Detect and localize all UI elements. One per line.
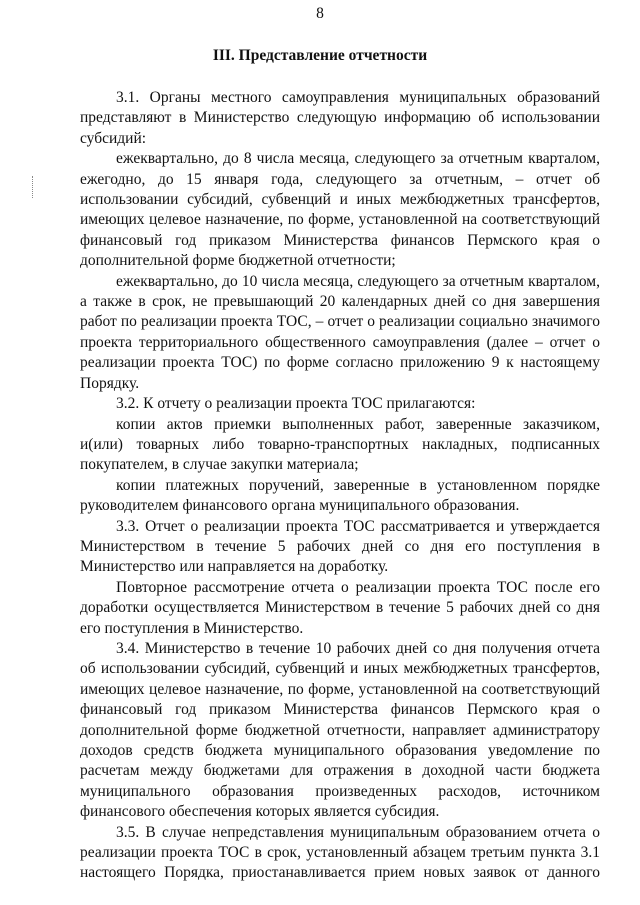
paragraph-3-3: 3.3. Отчет о реализации проекта ТОС рассматривается и утверждается Министерством в течение 5 рабочих дней со дня его поступления в Министерство или направляется на доработку. [80,517,600,576]
paragraph-3-5: 3.5. В случае непредставления муниципальным образованием отчета о реализации проекта ТОС в срок, установленный абзацем третьим пункта 3.1 настоящего Порядка, приостанавливается прием новых заявок от данного [80,823,600,882]
paragraph-3-1: 3.1. Органы местного самоуправления муниципальных образований представляют в Министерство следующую информацию об использовании субсидий: [80,89,600,147]
paragraph-3-2-item-2: копии платежных поручений, заверенные в установленном порядке руководителем финансового органа муниципального образования. [80,476,600,515]
section-title: III. Представление отчетности [212,47,428,64]
page-number: 8 [316,5,324,22]
paragraph-3-2: 3.2. К отчету о реализации проекта ТОС прилагаются: [116,395,476,413]
paragraph-3-2-item-1: копии актов приемки выполненных работ, заверенные заказчиком, и(или) товарных либо товарно-транспортных накладных, подписанных покупателем, в случае закупки материала; [80,415,600,474]
paragraph-3-1-item-1: ежеквартально, до 8 числа месяца, следующего за отчетным кварталом, ежегодно, до 15 января года, следующего за отчетным, – отчет об использовании субсидий, субвенций и иных межбюджетных трансфертов, имеющих целевое назначение, по форме, установленной на соответствующий финансовый год приказом Министерства финансов Пермского края о дополнительной форме бюджетной отчетности; [80,150,600,270]
paragraph-3-3-repeat: Повторное рассмотрение отчета о реализации проекта ТОС после его доработки осуществляется Министерством в течение 5 рабочих дней со дня его поступления в Министерство. [80,578,600,637]
paragraph-3-4: 3.4. Министерство в течение 10 рабочих дней со дня получения отчета об использовании субсидий, субвенций и иных межбюджетных трансфертов, имеющих целевое назначение, по форме, установленной на соответствующий финансовый год приказом Министерства финансов Пермского края о дополнительной форме бюджетной отчетности, направляет администратору доходов средств бюджета муниципального образования уведомление по расчетам между бюджетами для отражения в доходной части бюджета муниципального образования произведенных расходов, источником финансового обеспечения которых является субсидия. [80,639,600,821]
paragraph-3-1-item-2: ежеквартально, до 10 числа месяца, следующего за отчетным кварталом, а также в срок, не превышающий 20 календарных дней со дня завершения работ по реализации проекта ТОС, – отчет о реализации социально значимого проекта территориального общественного самоуправления (далее – отчет о реализации проекта ТОС) по форме согласно приложению 9 к настоящему Порядку. [80,272,600,392]
document-body [80,88,600,884]
margin-mark [32,176,35,198]
